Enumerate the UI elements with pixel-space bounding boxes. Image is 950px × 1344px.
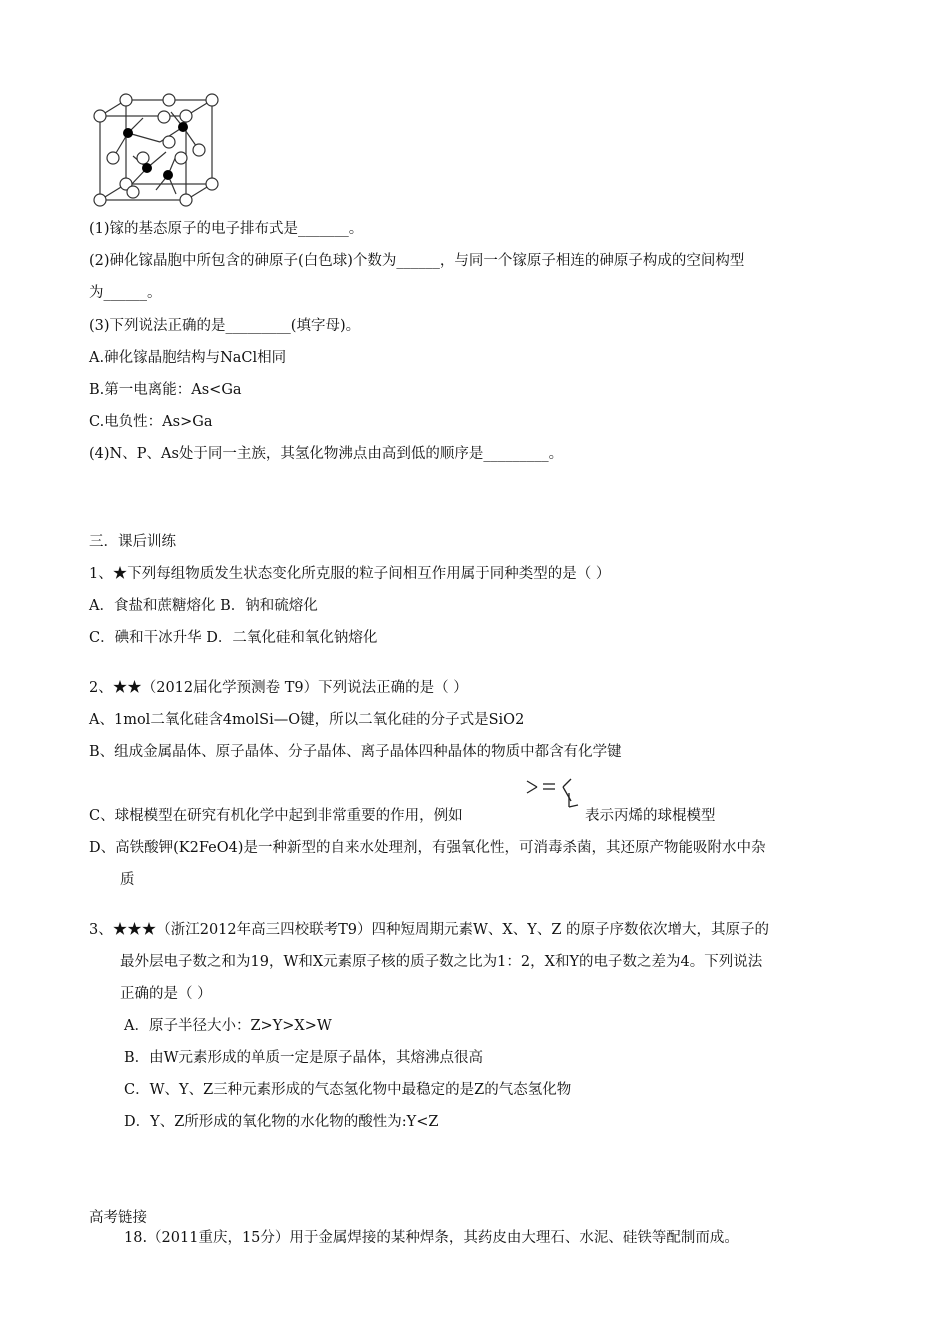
problem-1-options-cd: C．碘和干冰升华 D．二氧化硅和氧化钠熔化 [89,630,378,646]
question-3-option-c: C.电负性：As>Ga [89,414,213,430]
question-18: 18.（2011重庆，15分）用于金属焊接的某种焊条，其药皮由大理石、水泥、硅铁等配制而成。 [124,1230,739,1246]
problem-2-option-c-suffix: 表示丙烯的球棍模型 [585,808,716,824]
problem-2-option-d-line-1: D、高铁酸钾(K2FeO4)是一种新型的自来水处理剂，有强氧化性，可消毒杀菌，其还原产物能吸附水中杂 [89,840,766,856]
question-4: (4)N、P、As处于同一主族，其氢化物沸点由高到低的顺序是_________。 [89,446,564,462]
problem-3-stem-line-2: 最外层电子数之和为19，W和X元素原子核的质子数之比为1：2，X和Y的电子数之差为4。下列说法 [120,954,763,970]
problem-3-option-a: A．原子半径大小：Z>Y>X>W [124,1018,332,1034]
problem-3-option-c: C．W、Y、Z三种元素形成的气态氢化物中最稳定的是Z的气态氢化物 [124,1082,572,1098]
gaas-unit-cell-figure [86,90,226,210]
problem-1-stem: 1、★下列每组物质发生状态变化所克服的粒子间相互作用属于同种类型的是（ ） [89,566,611,582]
problem-2-option-d-line-2: 质 [120,872,135,888]
question-3-stem: (3)下列说法正确的是_________(填字母)。 [89,318,361,334]
problem-3-option-b: B．由W元素形成的单质一定是原子晶体，其熔沸点很高 [124,1050,484,1066]
problem-2-stem: 2、★★（2012届化学预测卷 T9）下列说法正确的是（ ） [89,680,468,696]
problem-2-option-a: A、1mol二氧化硅含4molSi—O键，所以二氧化硅的分子式是SiO2 [89,712,525,728]
problem-2-option-c-prefix: C、球棍模型在研究有机化学中起到非常重要的作用，例如 [89,808,463,824]
problem-3-stem-line-3: 正确的是（ ） [120,986,212,1002]
section-heading-after-class: 三．课后训练 [89,534,176,550]
question-2-line-1: (2)砷化镓晶胞中所包含的砷原子(白色球)个数为______，与同一个镓原子相连的砷原子构成的空间构型 [89,253,745,269]
question-1-electron-config: (1)镓的基态原子的电子排布式是_______。 [89,221,364,237]
question-2-line-2: 为______。 [89,285,162,301]
section-heading-gaokao-link: 高考链接 [89,1210,147,1226]
problem-2-option-b: B、组成金属晶体、原子晶体、分子晶体、离子晶体四种晶体的物质中都含有化学键 [89,744,622,760]
problem-1-options-ab: A．食盐和蔗糖熔化 B．钠和硫熔化 [89,598,318,614]
propene-ball-stick-model [523,777,581,823]
problem-3-option-d: D．Y、Z所形成的氧化物的水化物的酸性为:Y<Z [124,1114,439,1130]
problem-3-stem-line-1: 3、★★★（浙江2012年高三四校联考T9）四种短周期元素W、X、Y、Z 的原子序数依次增大，其原子的 [89,922,770,938]
question-3-option-b: B.第一电离能：As<Ga [89,382,242,398]
question-3-option-a: A.砷化镓晶胞结构与NaCl相同 [89,350,287,366]
